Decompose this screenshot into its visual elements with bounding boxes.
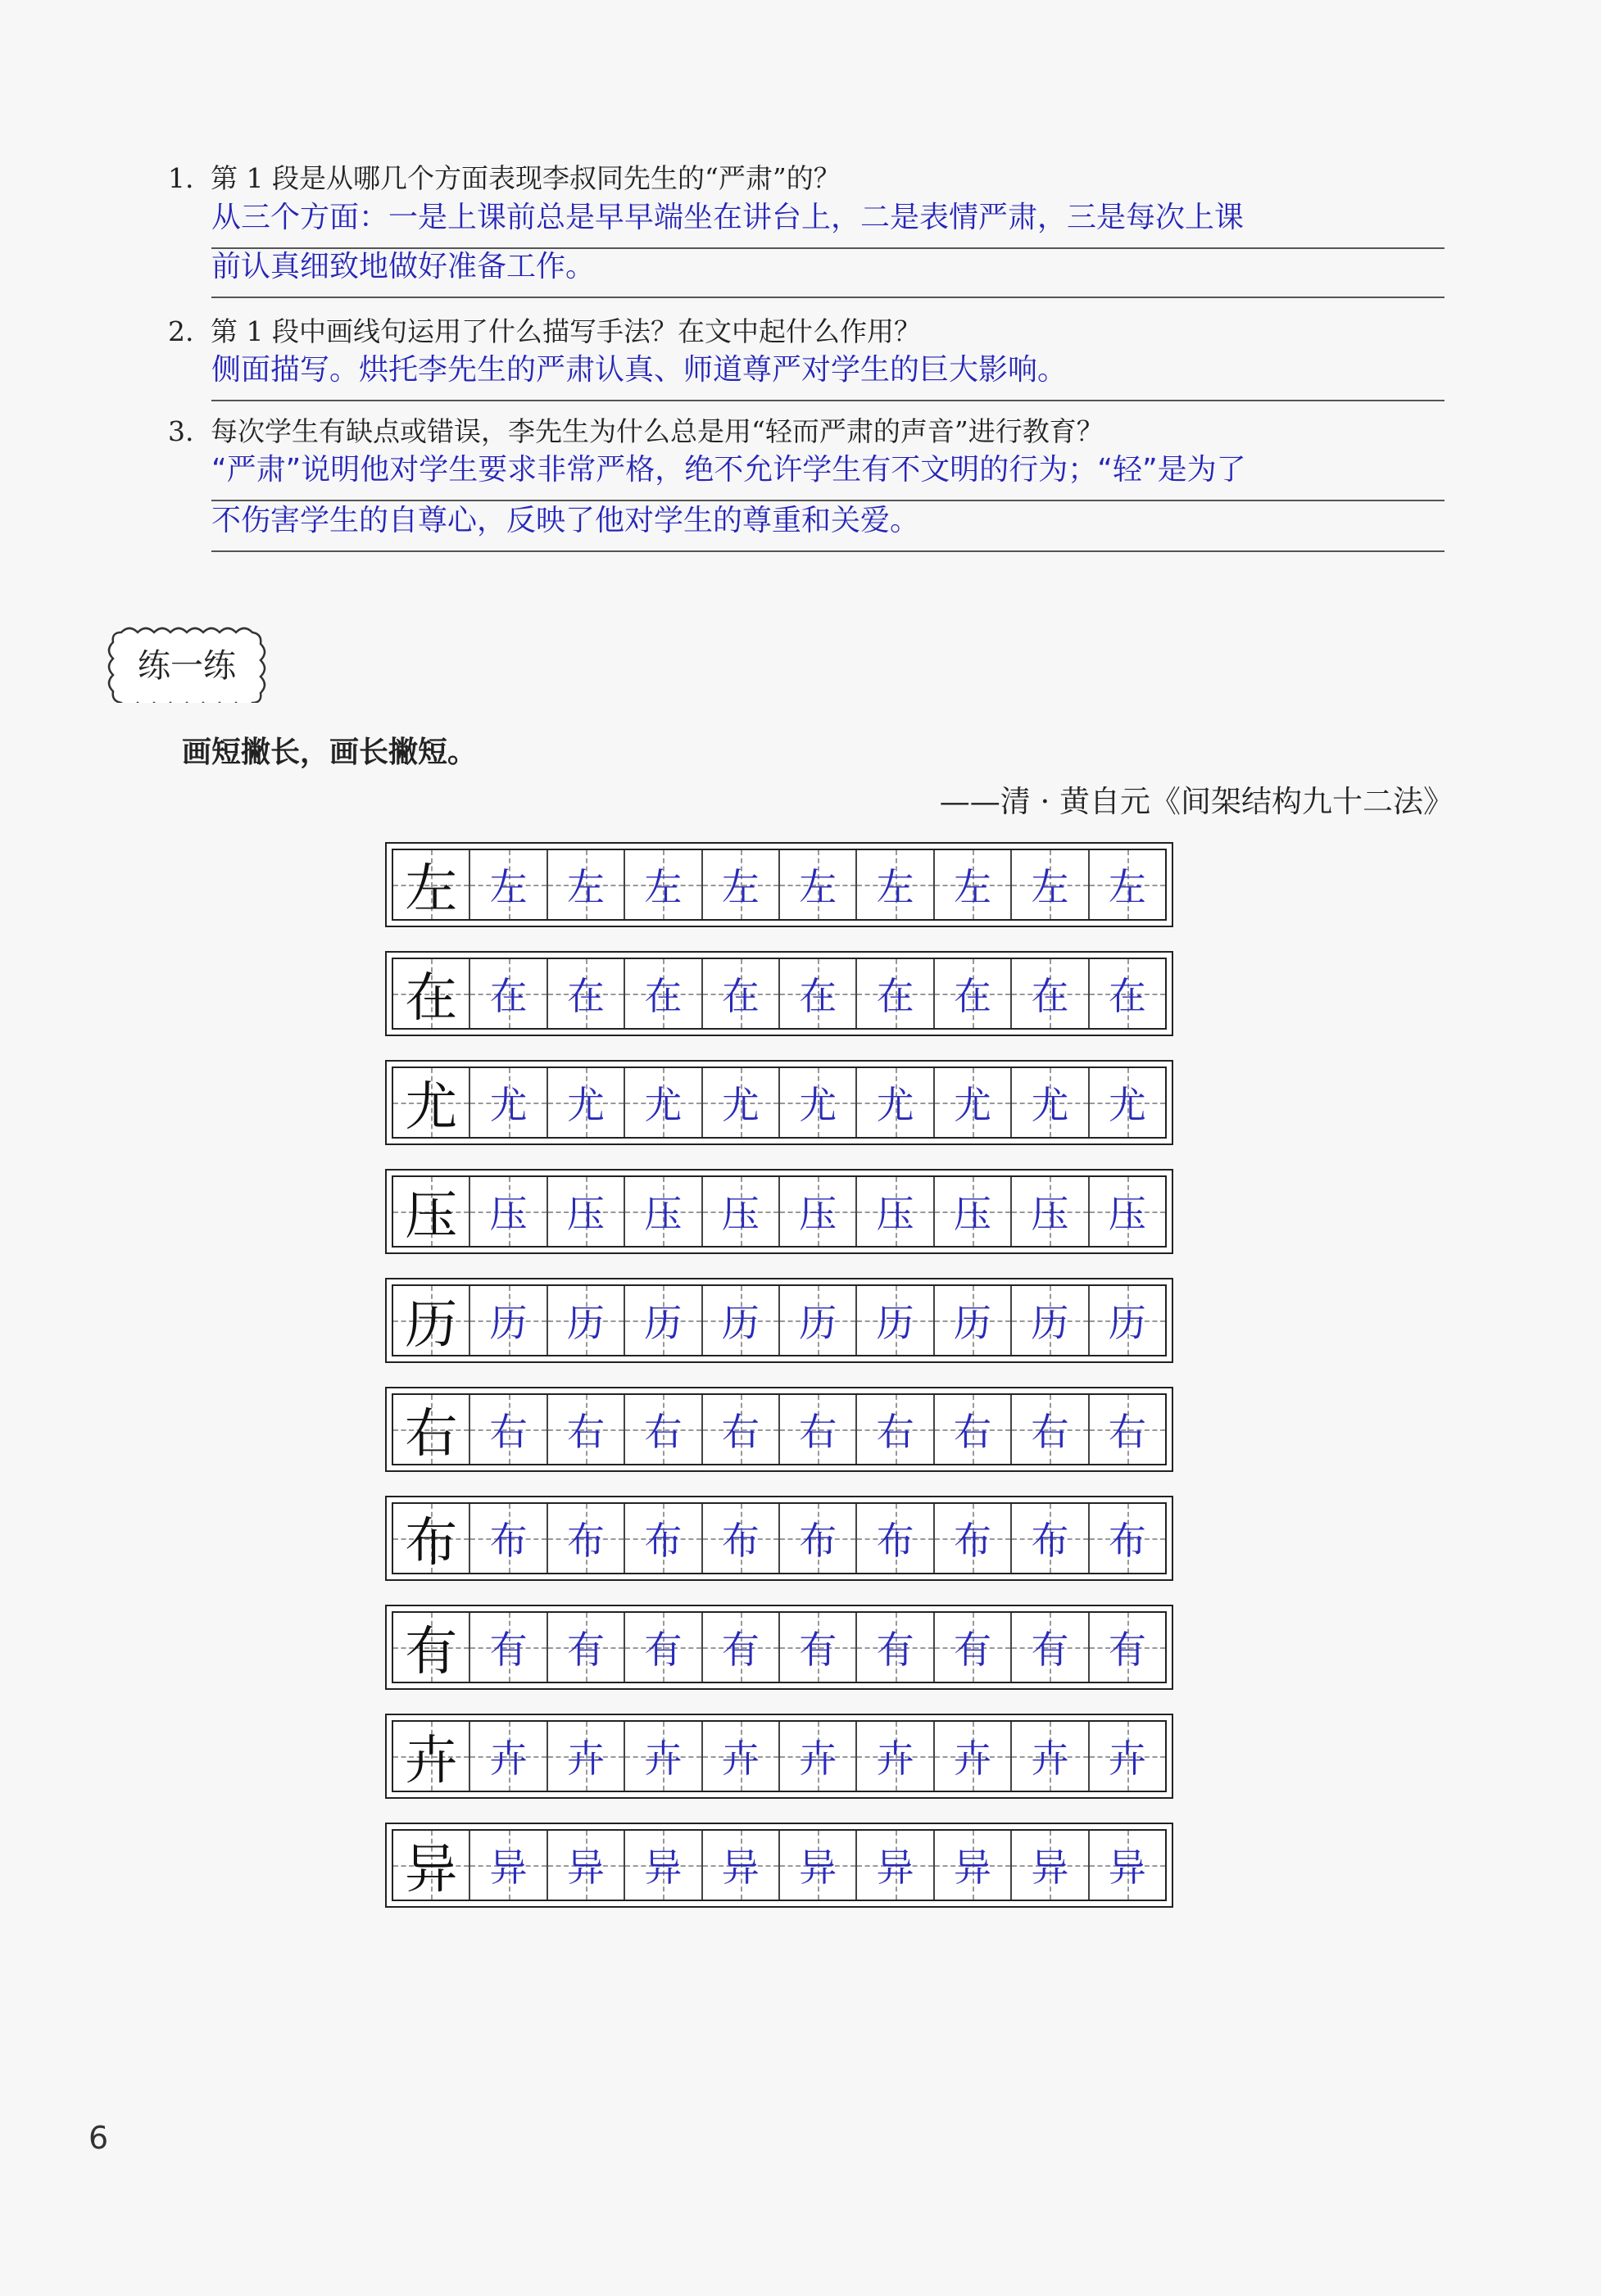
model-character: 左	[405, 859, 458, 920]
practice-badge	[105, 623, 269, 703]
practice-character: 历	[567, 1301, 605, 1345]
practice-cell	[778, 1177, 855, 1246]
question-number: 1.	[168, 162, 194, 194]
practice-character: 异	[876, 1845, 914, 1890]
writing-row	[385, 1387, 1173, 1472]
practice-character: 历	[876, 1301, 914, 1345]
question-3	[168, 414, 1446, 450]
practice-cell	[778, 1395, 855, 1464]
practice-cell	[547, 1613, 624, 1682]
practice-character: 历	[489, 1301, 528, 1345]
practice-cell	[933, 1831, 1010, 1900]
practice-character: 右	[954, 1410, 992, 1454]
practice-character: 有	[489, 1628, 528, 1672]
practice-character: 尤	[567, 1083, 605, 1127]
practice-cell	[701, 1177, 778, 1246]
practice-character: 异	[489, 1845, 528, 1890]
practice-character: 尤	[644, 1083, 683, 1127]
practice-cell	[855, 1068, 932, 1137]
practice-character: 有	[1108, 1628, 1146, 1672]
practice-character: 布	[876, 1519, 914, 1563]
practice-character: 压	[954, 1192, 992, 1236]
practice-character: 异	[1108, 1845, 1146, 1890]
practice-character: 异	[721, 1845, 760, 1890]
model-character: 布	[405, 1513, 458, 1574]
practice-cell	[1010, 1286, 1087, 1355]
practice-cell	[469, 1395, 546, 1464]
practice-cell	[933, 1504, 1010, 1573]
practice-cell	[469, 1504, 546, 1573]
practice-cell	[1088, 850, 1165, 919]
practice-character: 尤	[489, 1083, 528, 1127]
practice-cell	[701, 850, 778, 919]
practice-cell	[469, 1613, 546, 1682]
practice-character: 右	[567, 1410, 605, 1454]
practice-character: 压	[876, 1192, 914, 1236]
practice-character: 左	[799, 865, 837, 909]
practice-cell	[778, 1068, 855, 1137]
practice-cell	[1010, 850, 1087, 919]
model-character: 历	[405, 1295, 458, 1356]
model-character-cell	[393, 1286, 469, 1355]
writing-row	[385, 1714, 1173, 1799]
practice-cell	[1088, 1613, 1165, 1682]
practice-character: 历	[721, 1301, 760, 1345]
practice-cell	[1088, 1286, 1165, 1355]
practice-cell	[1088, 959, 1165, 1028]
practice-cell	[855, 1613, 932, 1682]
practice-character: 布	[567, 1519, 605, 1563]
practice-character: 左	[567, 865, 605, 909]
model-character: 右	[405, 1404, 458, 1465]
practice-cell	[1010, 1504, 1087, 1573]
practice-cell	[933, 959, 1010, 1028]
practice-cell	[469, 1177, 546, 1246]
practice-character: 异	[1031, 1845, 1069, 1890]
practice-cell	[933, 850, 1010, 919]
model-character-cell	[393, 1177, 469, 1246]
practice-cell	[624, 1395, 701, 1464]
practice-cell	[547, 1831, 624, 1900]
model-character: 异	[405, 1840, 458, 1900]
practice-cell	[547, 1722, 624, 1791]
practice-character: 压	[721, 1192, 760, 1236]
practice-cell	[1010, 1722, 1087, 1791]
practice-cell	[933, 1613, 1010, 1682]
practice-character: 卉	[954, 1737, 992, 1781]
model-character-cell	[393, 850, 469, 919]
practice-character: 右	[1108, 1410, 1146, 1454]
practice-cell	[1010, 959, 1087, 1028]
practice-character: 右	[876, 1410, 914, 1454]
practice-character: 压	[644, 1192, 683, 1236]
practice-character: 历	[1108, 1301, 1146, 1345]
practice-cell	[701, 1286, 778, 1355]
practice-character: 压	[1108, 1192, 1146, 1236]
practice-character: 异	[799, 1845, 837, 1890]
answer-line: 不伤害学生的自尊心，反映了他对学生的尊重和关爱。	[211, 501, 1445, 552]
model-character-cell	[393, 1504, 469, 1573]
practice-cell	[1088, 1831, 1165, 1900]
practice-character: 压	[489, 1192, 528, 1236]
model-character-cell	[393, 1722, 469, 1791]
question-2	[168, 314, 1446, 350]
practice-character: 卉	[1031, 1737, 1069, 1781]
practice-cell	[624, 1831, 701, 1900]
practice-character: 有	[721, 1628, 760, 1672]
practice-cell	[701, 1613, 778, 1682]
practice-cell	[1088, 1177, 1165, 1246]
practice-cell	[469, 1831, 546, 1900]
practice-cell	[701, 1722, 778, 1791]
practice-character: 在	[954, 974, 992, 1018]
question-number: 2.	[168, 315, 194, 347]
practice-cell	[778, 1504, 855, 1573]
practice-character: 在	[1031, 974, 1069, 1018]
practice-character: 尤	[1031, 1083, 1069, 1127]
model-character: 有	[405, 1622, 458, 1682]
model-character: 卉	[405, 1731, 458, 1791]
practice-character: 历	[644, 1301, 683, 1345]
practice-character: 布	[799, 1519, 837, 1563]
practice-character: 左	[1108, 865, 1146, 909]
practice-character: 卉	[799, 1737, 837, 1781]
practice-character: 在	[876, 974, 914, 1018]
question-text: 第 1 段是从哪几个方面表现李叔同先生的“严肃”的？	[211, 162, 841, 194]
answer-line: 侧面描写。烘托李先生的严肃认真、师道尊严对学生的巨大影响。	[211, 351, 1445, 401]
practice-character: 历	[954, 1301, 992, 1345]
practice-character: 有	[876, 1628, 914, 1672]
practice-cell	[1088, 1395, 1165, 1464]
practice-cell	[547, 1504, 624, 1573]
practice-character: 历	[1031, 1301, 1069, 1345]
practice-cell	[469, 959, 546, 1028]
practice-character: 右	[721, 1410, 760, 1454]
practice-character: 左	[876, 865, 914, 909]
practice-character: 布	[1108, 1519, 1146, 1563]
practice-character: 尤	[954, 1083, 992, 1127]
practice-character: 尤	[876, 1083, 914, 1127]
practice-cell	[1010, 1395, 1087, 1464]
practice-cell	[547, 1177, 624, 1246]
practice-character: 在	[799, 974, 837, 1018]
practice-character: 卉	[567, 1737, 605, 1781]
practice-character: 左	[644, 865, 683, 909]
writing-row	[385, 1060, 1173, 1145]
answer-line: 从三个方面：一是上课前总是早早端坐在讲台上，二是表情严肃，三是每次上课	[211, 198, 1445, 249]
practice-cell	[778, 1831, 855, 1900]
page-number: 6	[88, 2120, 109, 2156]
practice-character: 异	[644, 1845, 683, 1890]
practice-cell	[624, 1722, 701, 1791]
practice-character: 压	[799, 1192, 837, 1236]
practice-character: 压	[567, 1192, 605, 1236]
practice-character: 压	[1031, 1192, 1069, 1236]
practice-cell	[855, 1831, 932, 1900]
practice-title: 画短撇长，画长撇短。	[182, 736, 478, 769]
practice-character: 卉	[644, 1737, 683, 1781]
practice-character: 历	[799, 1301, 837, 1345]
practice-character: 布	[721, 1519, 760, 1563]
answer-line: “严肃”说明他对学生要求非常严格，绝不允许学生有不文明的行为；“轻”是为了	[211, 451, 1445, 501]
practice-cell	[933, 1068, 1010, 1137]
question-1	[168, 161, 1446, 197]
practice-character: 卉	[1108, 1737, 1146, 1781]
writing-row	[385, 1278, 1173, 1363]
practice-character: 左	[721, 865, 760, 909]
practice-cell	[1010, 1068, 1087, 1137]
practice-cell	[547, 1395, 624, 1464]
practice-cell	[469, 850, 546, 919]
practice-source: ——清 · 黄自元《间架结构九十二法》	[939, 784, 1454, 819]
practice-cell	[855, 1286, 932, 1355]
badge-label: 练一练	[138, 646, 236, 685]
practice-cell	[469, 1068, 546, 1137]
practice-cell	[1088, 1504, 1165, 1573]
model-character: 尤	[405, 1077, 458, 1138]
practice-cell	[701, 1504, 778, 1573]
practice-cell	[1010, 1831, 1087, 1900]
practice-character: 在	[489, 974, 528, 1018]
practice-cell	[469, 1722, 546, 1791]
practice-character: 卉	[721, 1737, 760, 1781]
practice-cell	[855, 1722, 932, 1791]
practice-character: 有	[644, 1628, 683, 1672]
practice-cell	[778, 1613, 855, 1682]
question-number: 3.	[168, 415, 194, 447]
model-character-cell	[393, 1395, 469, 1464]
practice-cell	[778, 959, 855, 1028]
practice-cell	[855, 1395, 932, 1464]
practice-character: 布	[954, 1519, 992, 1563]
practice-cell	[855, 1177, 932, 1246]
practice-cell	[855, 850, 932, 919]
practice-character: 卉	[876, 1737, 914, 1781]
model-character: 在	[405, 968, 458, 1029]
practice-cell	[933, 1722, 1010, 1791]
practice-cell	[547, 959, 624, 1028]
practice-cell	[624, 850, 701, 919]
practice-cell	[1010, 1177, 1087, 1246]
practice-cell	[701, 1068, 778, 1137]
model-character: 压	[405, 1186, 458, 1247]
practice-cell	[547, 850, 624, 919]
practice-cell	[778, 850, 855, 919]
answer-line: 前认真细致地做好准备工作。	[211, 247, 1445, 298]
practice-cell	[701, 1831, 778, 1900]
practice-cell	[624, 1613, 701, 1682]
practice-character: 在	[721, 974, 760, 1018]
practice-cell	[778, 1722, 855, 1791]
practice-character: 在	[567, 974, 605, 1018]
practice-character: 右	[489, 1410, 528, 1454]
practice-character: 尤	[799, 1083, 837, 1127]
model-character-cell	[393, 1613, 469, 1682]
practice-character: 有	[799, 1628, 837, 1672]
practice-character: 布	[489, 1519, 528, 1563]
practice-character: 有	[1031, 1628, 1069, 1672]
practice-character: 有	[567, 1628, 605, 1672]
practice-cell	[1088, 1722, 1165, 1791]
writing-row	[385, 1496, 1173, 1581]
model-character-cell	[393, 959, 469, 1028]
question-text: 每次学生有缺点或错误，李先生为什么总是用“轻而严肃的声音”进行教育？	[211, 415, 1104, 447]
practice-character: 有	[954, 1628, 992, 1672]
practice-character: 布	[644, 1519, 683, 1563]
practice-cell	[624, 1504, 701, 1573]
practice-character: 在	[1108, 974, 1146, 1018]
practice-character: 右	[799, 1410, 837, 1454]
practice-cell	[933, 1286, 1010, 1355]
model-character-cell	[393, 1831, 469, 1900]
practice-character: 在	[644, 974, 683, 1018]
practice-character: 右	[1031, 1410, 1069, 1454]
practice-cell	[624, 1286, 701, 1355]
writing-row	[385, 1169, 1173, 1254]
practice-character: 左	[954, 865, 992, 909]
practice-character: 尤	[1108, 1083, 1146, 1127]
practice-character: 异	[567, 1845, 605, 1890]
practice-cell	[624, 959, 701, 1028]
practice-cell	[547, 1286, 624, 1355]
practice-cell	[701, 1395, 778, 1464]
practice-character: 异	[954, 1845, 992, 1890]
practice-cell	[547, 1068, 624, 1137]
practice-cell	[1010, 1613, 1087, 1682]
practice-character: 左	[489, 865, 528, 909]
practice-cell	[855, 1504, 932, 1573]
writing-row	[385, 1605, 1173, 1690]
question-text: 第 1 段中画线句运用了什么描写手法？在文中起什么作用？	[211, 315, 921, 347]
writing-row	[385, 842, 1173, 927]
practice-cell	[469, 1286, 546, 1355]
writing-row	[385, 1823, 1173, 1908]
practice-character: 左	[1031, 865, 1069, 909]
practice-cell	[855, 959, 932, 1028]
practice-character: 尤	[721, 1083, 760, 1127]
practice-cell	[624, 1177, 701, 1246]
practice-cell	[701, 959, 778, 1028]
practice-cell	[1088, 1068, 1165, 1137]
practice-character: 布	[1031, 1519, 1069, 1563]
practice-cell	[933, 1395, 1010, 1464]
practice-cell	[778, 1286, 855, 1355]
practice-character: 右	[644, 1410, 683, 1454]
practice-character: 卉	[489, 1737, 528, 1781]
practice-cell	[624, 1068, 701, 1137]
writing-row	[385, 951, 1173, 1036]
model-character-cell	[393, 1068, 469, 1137]
practice-cell	[933, 1177, 1010, 1246]
